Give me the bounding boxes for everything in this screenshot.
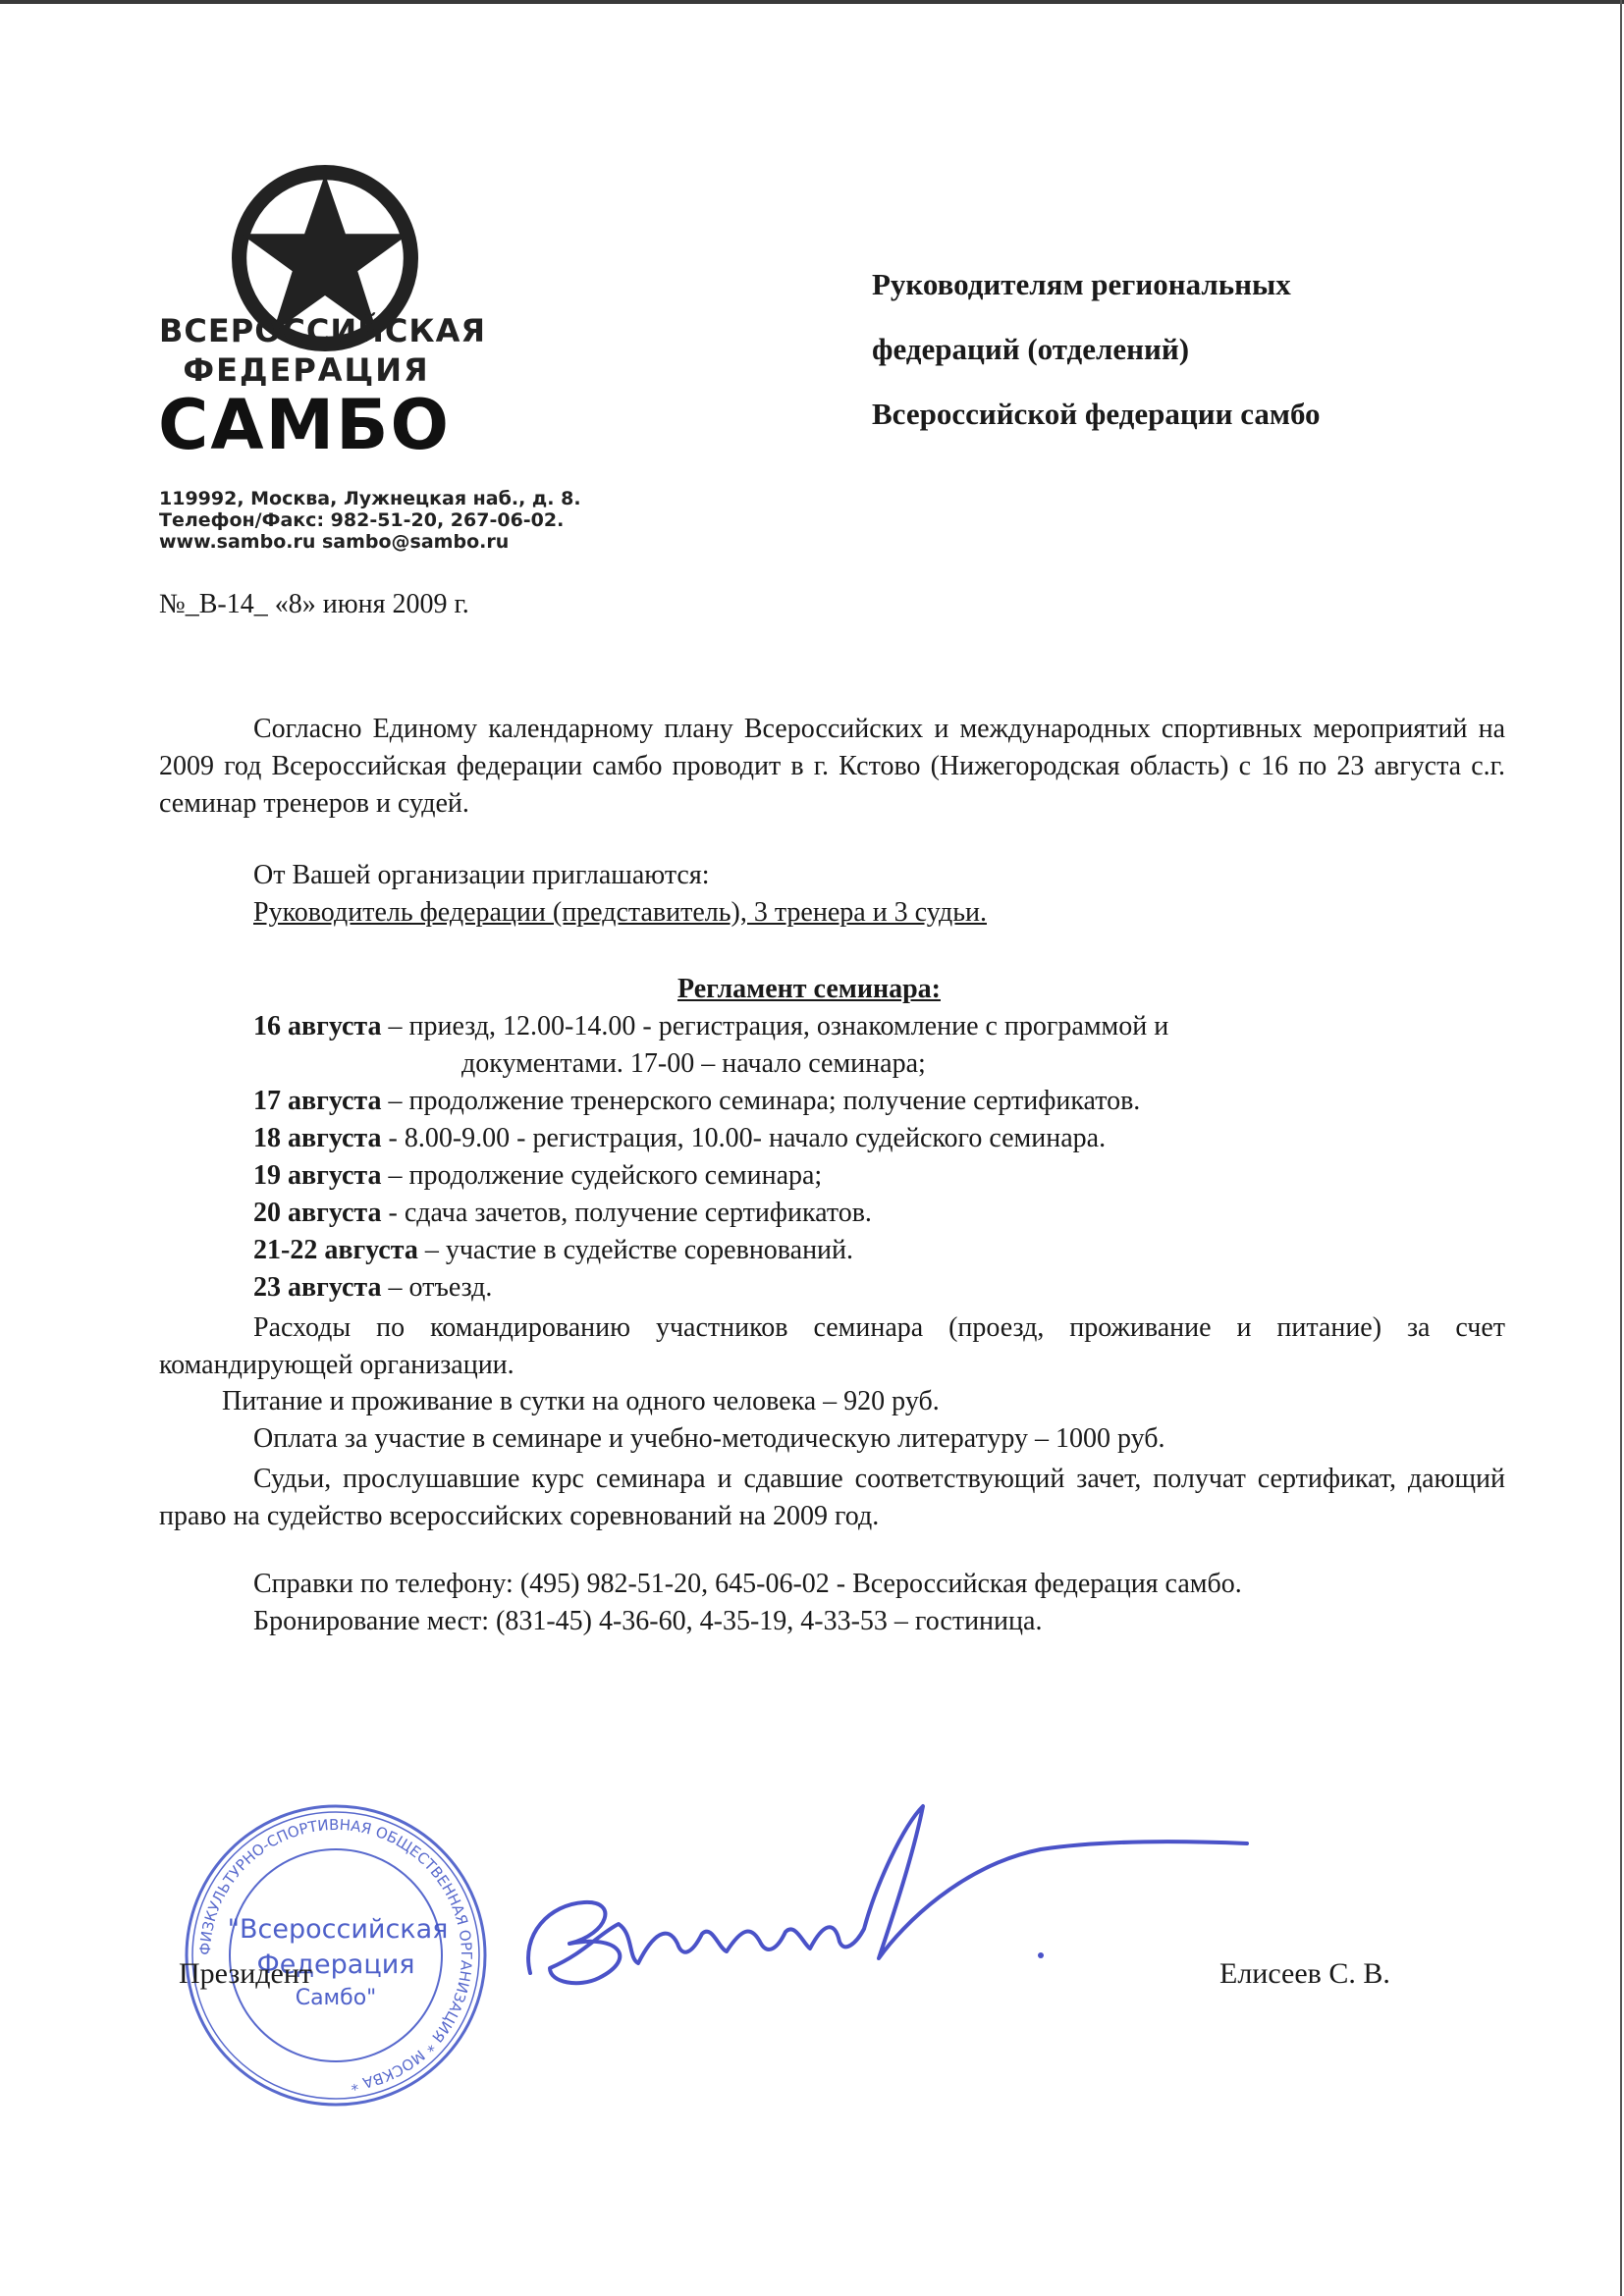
- schedule-text: - сдача зачетов, получение сертификатов.: [381, 1198, 872, 1228]
- judges-paragraph: Судьи, прослушавшие курс семинара и сдавшие соответствующий зачет, получат сертификат, дающий право на судейство всероссийских соревнований на 2009 год.: [159, 1464, 1505, 1531]
- schedule-date: 20 августа: [253, 1198, 382, 1228]
- schedule-date: 16 августа: [253, 1011, 382, 1041]
- schedule-text: – участие в судействе соревнований.: [417, 1235, 854, 1265]
- schedule-item: [253, 1272, 492, 1304]
- letterhead-web: www.sambo.ru sambo@sambo.ru: [159, 531, 510, 553]
- stamp-inner-line-3: Самбо": [295, 1986, 377, 2010]
- schedule-date: 23 августа: [253, 1272, 382, 1303]
- expenses-paragraph: Расходы по командированию участников семинара (проезд, проживание и питание) за счет командирующей организации.: [159, 1312, 1505, 1380]
- contacts-line: Справки по телефону: (495) 982-51-20, 645-06-02 - Всероссийская федерация самбо.: [253, 1569, 1242, 1599]
- recipient-line-2: федераций (отделений): [872, 332, 1190, 366]
- schedule-item: [253, 1198, 872, 1229]
- schedule-date: 21-22 августа: [253, 1235, 418, 1265]
- schedule-text: – приезд, 12.00-14.00 - регистрация, ознакомление с программой и: [381, 1011, 1169, 1041]
- letterhead-phone: Телефон/Факс: 982-51-20, 267-06-02.: [159, 509, 565, 531]
- schedule-text: – отъезд.: [381, 1272, 493, 1303]
- document-number-date: №_В-14_ «8» июня 2009 г.: [159, 589, 469, 619]
- schedule-item: [253, 1123, 1106, 1154]
- schedule-text: документами. 17-00 – начало семинара;: [461, 1048, 926, 1079]
- recipient-line-1: Руководителям региональных: [872, 267, 1291, 301]
- stamp-inner-line-2: Федерация: [256, 1949, 415, 1980]
- schedule-item: [253, 1235, 853, 1266]
- signer-name: Елисеев С. В.: [1219, 1957, 1390, 1990]
- president-label: Президент: [179, 1957, 312, 1990]
- logo-text-vserossiyskaya: ВСЕРОССИЙСКАЯ: [159, 312, 486, 349]
- schedule-item: [253, 1011, 1168, 1042]
- invited-list: Руководитель федерации (представитель), 3 тренера и 3 судьи.: [253, 897, 987, 928]
- invited-label: От Вашей организации приглашаются:: [253, 860, 710, 890]
- recipient-line-3: Всероссийской федерации самбо: [872, 397, 1321, 431]
- schedule-item: [461, 1048, 926, 1080]
- logo-text-federatsiya: ФЕДЕРАЦИЯ: [183, 351, 430, 389]
- stamp-ring-text: ФИЗКУЛЬТУРНО-СПОРТИВНАЯ ОБЩЕСТВЕННАЯ ОРГАНИЗАЦИЯ * МОСКВА *: [195, 1815, 476, 2095]
- scan-right-edge: [1620, 0, 1622, 2296]
- fee-line: Оплата за участие в семинаре и учебно-методическую литературу – 1000 руб.: [253, 1423, 1165, 1454]
- intro-paragraph: Согласно Единому календарному плану Всероссийских и международных спортивных мероприятий на 2009 год Всероссийская федерации самбо проводит в г. Кстово (Нижегородская область) с 16 по 23 августа с.г. семинар тренеров и судей.: [159, 714, 1505, 819]
- scan-top-edge: [0, 0, 1624, 4]
- stamp-inner-line-1: "Всероссийская: [227, 1914, 449, 1945]
- schedule-text: - 8.00-9.00 - регистрация, 10.00- начало судейского семинара.: [381, 1123, 1107, 1153]
- letterhead-address: 119992, Москва, Лужнецкая наб., д. 8.: [159, 488, 581, 509]
- schedule-text: – продолжение судейского семинара;: [381, 1160, 823, 1191]
- schedule-text: – продолжение тренерского семинара; получение сертификатов.: [381, 1086, 1141, 1116]
- schedule-date: 17 августа: [253, 1086, 382, 1116]
- booking-line: Бронирование мест: (831-45) 4-36-60, 4-35-19, 4-33-53 – гостиница.: [253, 1606, 1043, 1636]
- logo-text-sambo: САМБО: [157, 385, 452, 465]
- schedule-date: 19 августа: [253, 1160, 382, 1191]
- schedule-title: Регламент семинара:: [677, 974, 941, 1004]
- food-cost-line: Питание и проживание в сутки на одного человека – 920 руб.: [222, 1386, 940, 1416]
- schedule-item: [253, 1160, 822, 1192]
- schedule-item: [253, 1086, 1140, 1117]
- organization-seal-stamp: [179, 1798, 493, 2112]
- handwritten-signature: [491, 1787, 1276, 2022]
- schedule-date: 18 августа: [253, 1123, 382, 1153]
